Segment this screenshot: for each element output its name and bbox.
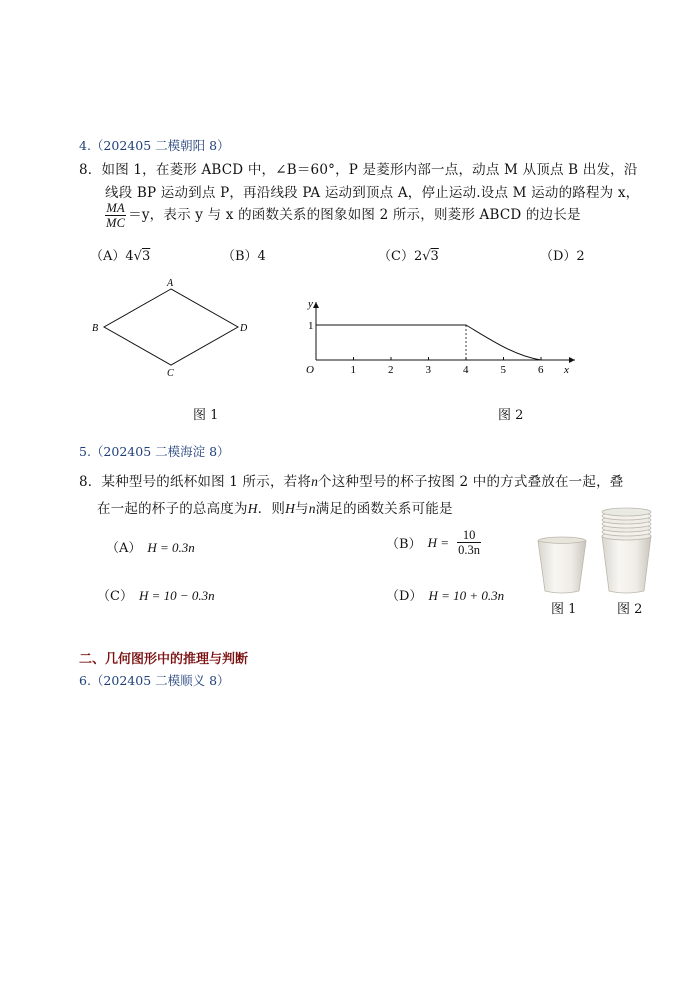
rhombus-shape [104, 289, 238, 365]
x-tick-label: 5 [500, 364, 506, 376]
q5-line1: 8．某种型号的纸杯如图 1 所示，若将n个这种型号的杯子按图 2 中的方式叠放在一起，叠 [79, 474, 624, 490]
q4-fig1-caption: 图 1 [193, 408, 219, 423]
q5-fig2-caption: 图 2 [617, 602, 643, 617]
x-tick-label: 6 [538, 364, 544, 376]
q4-option-a: （A）4√3 [90, 249, 151, 264]
q4-source: 4.（202405 二模朝阳 8） [79, 138, 230, 153]
origin-label: O [306, 364, 314, 376]
x-tick-label: 3 [425, 364, 431, 376]
vertex-b-label: B [92, 323, 99, 334]
q5-line2: 在一起的杯子的总高度为H．则H与n满足的函数关系可能是 [97, 501, 453, 517]
q4-option-d: （D）2 [540, 249, 585, 264]
y-tick-label: 1 [308, 320, 314, 332]
function-graph [300, 292, 590, 382]
q5-fig1-caption: 图 1 [551, 602, 577, 617]
q4-fig2-caption: 图 2 [498, 408, 524, 423]
rhombus-figure [85, 275, 265, 385]
q4-line3-text: ＝y，表示 y 与 x 的函数关系的图象如图 2 所示，则菱形 ABCD 的边长是 [128, 207, 581, 223]
x-axis-arrow [569, 357, 575, 363]
y-axis-label: y [308, 298, 313, 310]
vertex-d-label: D [240, 323, 248, 334]
graph-line [316, 325, 541, 360]
section-title: 二、几何图形中的推理与判断 [79, 652, 249, 667]
q4-line2: 线段 BP 运动到点 P，再沿线段 PA 运动到顶点 A，停止运动.设点 M 运动的路程为 x， [105, 185, 640, 201]
x-axis-label: x [564, 364, 569, 376]
q5-option-a: （A） H = 0.3n [106, 540, 195, 556]
q6-source: 6.（202405 二模顺义 8） [79, 673, 230, 688]
vertex-a-label: A [167, 278, 174, 289]
x-tick-label: 4 [463, 364, 469, 376]
stacked-cups-icon [602, 508, 651, 593]
q5-source: 5.（202405 二模海淀 8） [79, 444, 230, 459]
q4-frac-den: MC [106, 216, 126, 230]
q4-fraction [105, 201, 126, 230]
q5-option-b: （B） H = $\frac{10}{0.3n}$ [386, 528, 480, 557]
single-cup-icon [538, 537, 586, 593]
q4-option-b: （B）4 [222, 249, 266, 264]
x-tick-label: 1 [350, 364, 356, 376]
q5-option-d: （D） H = 10 + 0.3n [386, 588, 505, 604]
paper-cups-image [536, 505, 656, 597]
y-axis-arrow [313, 302, 319, 308]
q4-line1: 8．如图 1，在菱形 ABCD 中，∠B＝60°，P 是菱形内部一点，动点 M 从顶点 B 出发，沿 [79, 162, 638, 178]
x-tick-label: 2 [388, 364, 394, 376]
q5-option-c: （C） H = 10 − 0.3n [97, 588, 215, 604]
q4-option-c: （C）2√3 [378, 249, 439, 264]
vertex-c-label: C [167, 368, 174, 379]
q4-frac-num: MA [106, 201, 125, 215]
q4-line3 [105, 201, 581, 230]
